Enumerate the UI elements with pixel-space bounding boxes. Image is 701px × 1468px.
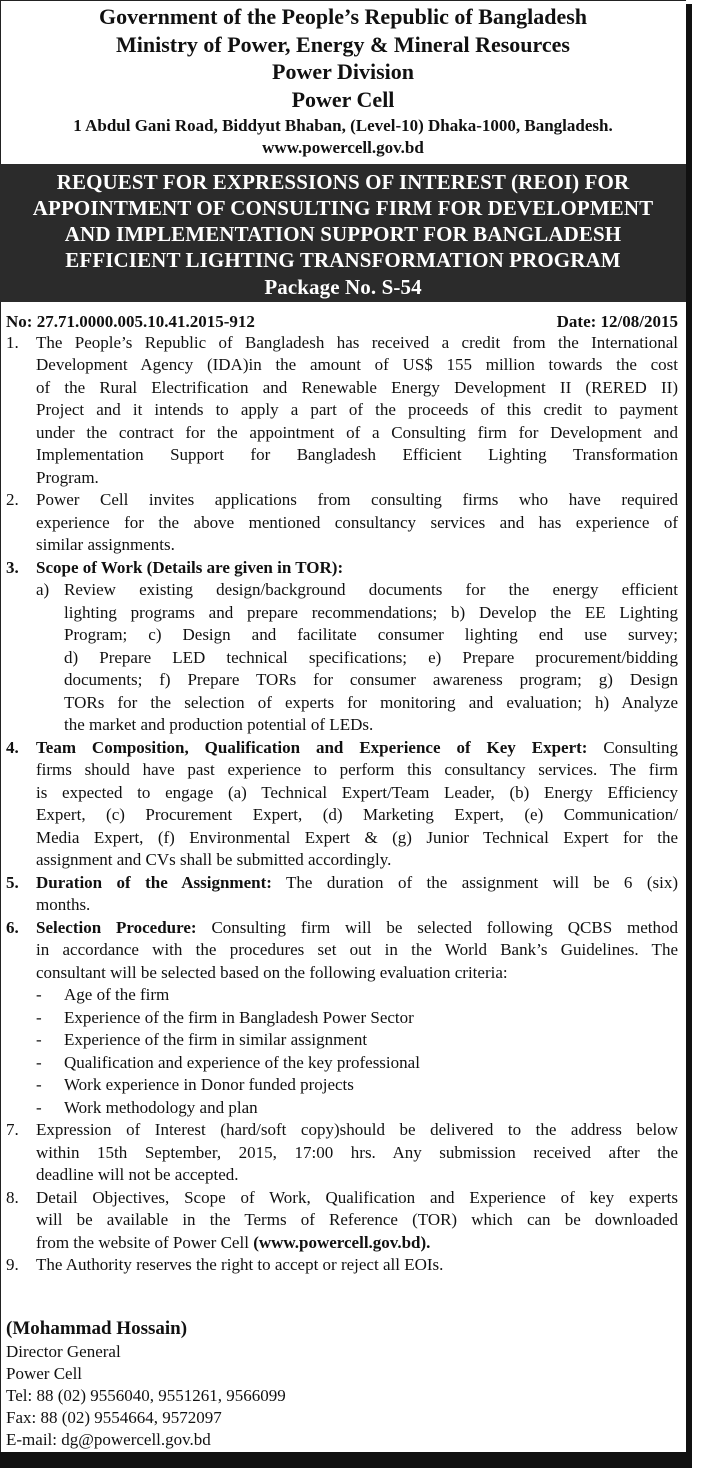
p1-line: Program.: [36, 468, 99, 487]
banner-line-2: APPOINTMENT OF CONSULTING FIRM FOR DEVELOPMENT: [32, 196, 654, 220]
header-power-cell: Power Cell: [291, 87, 395, 112]
p8-line: [36, 1233, 678, 1253]
ref-date: Date: 12/08/2015: [556, 312, 678, 331]
p5-line: months.: [36, 895, 91, 914]
item-number: 3.: [6, 558, 19, 577]
p4-title: Team Composition, Qualification and Experience of Key Expert:: [36, 738, 588, 757]
p3-line: d) Prepare LED technical specifications; e) Prepare procurement/bidding: [64, 648, 678, 667]
item-number: 7.: [6, 1120, 19, 1139]
signatory-title: Director General: [6, 1342, 121, 1361]
p1-line: Project and it intends to apply a part of the proceeds of this credit to payment: [36, 400, 678, 419]
p5-line-rest: The duration of the assignment will be 6 (six): [286, 873, 678, 892]
banner-package: Package No. S-54: [264, 275, 422, 299]
p4-line: [36, 738, 678, 758]
criteria-item: Qualification and experience of the key professional: [64, 1053, 420, 1072]
p4-line: firms should have past experience to perform this consultancy services. The firm: [36, 760, 678, 779]
p3-line: documents; f) Prepare TORs for consumer awareness program; g) Design: [64, 670, 678, 689]
p4-line: is expected to engage (a) Technical Expert/Team Leader, (b) Energy Efficiency: [36, 783, 678, 802]
p7-line: deadline will not be accepted.: [36, 1165, 239, 1184]
bullet-dash: -: [36, 1075, 42, 1094]
p6-line: [36, 918, 678, 938]
p2-line: similar assignments.: [36, 535, 175, 554]
p3-title: Scope of Work (Details are given in TOR):: [36, 558, 344, 577]
item-number: 9.: [6, 1255, 19, 1274]
p4-line: Media Expert, (f) Environmental Expert & (g) Junior Technical Expert for the: [36, 828, 678, 847]
criteria-item: Work methodology and plan: [64, 1098, 258, 1117]
frame-shadow-bottom: [0, 1452, 692, 1468]
p5-title: Duration of the Assignment:: [36, 873, 272, 892]
title-banner: [0, 164, 686, 302]
item-number: 6.: [6, 918, 19, 937]
p3-line: the market and production potential of LEDs.: [64, 715, 374, 734]
p6-title: Selection Procedure:: [36, 918, 197, 937]
frame-shadow-right: [686, 4, 692, 1468]
p3-line: lighting programs and prepare recommendations; b) Develop the EE Lighting: [64, 603, 678, 622]
bullet-dash: -: [36, 1053, 42, 1072]
contact-tel: Tel: 88 (02) 9556040, 9551261, 9566099: [6, 1386, 286, 1405]
p2-line: experience for the above mentioned consultancy services and has experience of: [36, 513, 678, 532]
p6-line: consultant will be selected based on the following evaluation criteria:: [36, 963, 508, 982]
p6-line-rest: Consulting firm will be selected following QCBS method: [211, 918, 679, 937]
signatory-name: (Mohammad Hossain): [6, 1318, 188, 1339]
criteria-item: Experience of the firm in similar assignment: [64, 1030, 368, 1049]
p4-line: Expert, (c) Procurement Expert, (d) Marketing Expert, (e) Communication/: [36, 805, 678, 824]
bullet-dash: -: [36, 985, 42, 1004]
p2-line: Power Cell invites applications from consulting firms who have required: [36, 490, 678, 509]
bullet-dash: -: [36, 1030, 42, 1049]
contact-email[interactable]: E-mail: dg@powercell.gov.bd: [6, 1430, 211, 1449]
p3-sub-label: a): [36, 580, 50, 599]
p5-line: [36, 873, 678, 893]
p6-line: in accordance with the procedures set out in the World Bank’s Guidelines. The: [36, 940, 678, 959]
p4-line-rest: Consulting: [603, 738, 678, 757]
p8-line: will be available in the Terms of Reference (TOR) which can be downloaded: [36, 1210, 678, 1229]
header-website: www.powercell.gov.bd: [262, 138, 424, 157]
banner-line-4: EFFICIENT LIGHTING TRANSFORMATION PROGRAM: [65, 248, 621, 272]
criteria-item: Experience of the firm in Bangladesh Power Sector: [64, 1008, 414, 1027]
criteria-item: Work experience in Donor funded projects: [64, 1075, 354, 1094]
item-number: 8.: [6, 1188, 19, 1207]
p7-line: within 15th September, 2015, 17:00 hrs. Any submission received after the: [36, 1143, 678, 1162]
header-address: 1 Abdul Gani Road, Biddyut Bhaban, (Level-10) Dhaka-1000, Bangladesh.: [73, 116, 613, 135]
bullet-dash: -: [36, 1008, 42, 1027]
header-ministry: Ministry of Power, Energy & Mineral Resources: [116, 32, 570, 57]
p1-line: of the Rural Electrification and Renewable Energy Development II (RERED II): [36, 378, 678, 397]
ref-row: [6, 311, 678, 333]
p7-line: Expression of Interest (hard/soft copy)should be delivered to the address below: [36, 1120, 678, 1139]
p4-line: assignment and CVs shall be submitted accordingly.: [36, 850, 392, 869]
p8-line: Detail Objectives, Scope of Work, Qualification and Experience of key experts: [36, 1188, 678, 1207]
item-number: 5.: [6, 873, 19, 892]
contact-fax: Fax: 88 (02) 9554664, 9572097: [6, 1408, 222, 1427]
p3-line: Review existing design/background documents for the energy efficient: [64, 580, 678, 599]
p9-line: The Authority reserves the right to accept or reject all EOIs.: [36, 1255, 444, 1274]
item-number: 1.: [6, 333, 19, 352]
header-division: Power Division: [272, 59, 414, 84]
p1-line: under the contract for the appointment of a Consulting firm for Development and: [36, 423, 678, 442]
p8-website-link[interactable]: (www.powercell.gov.bd).: [253, 1233, 431, 1252]
banner-line-3: AND IMPLEMENTATION SUPPORT FOR BANGLADESH: [64, 222, 622, 246]
p8-line-text: from the website of Power Cell: [36, 1233, 249, 1252]
criteria-item: Age of the firm: [64, 985, 170, 1004]
bullet-dash: -: [36, 1098, 42, 1117]
banner-line-1: REQUEST FOR EXPRESSIONS OF INTEREST (REOI) FOR: [56, 170, 630, 194]
signatory-office: Power Cell: [6, 1364, 83, 1383]
p1-line: Development Agency (IDA)in the amount of US$ 155 million towards the cost: [36, 355, 678, 374]
p1-line: Implementation Support for Bangladesh Efficient Lighting Transformation: [36, 445, 678, 464]
p3-line: Program; c) Design and facilitate consumer lighting end use survey;: [64, 625, 678, 644]
ref-number: No: 27.71.0000.005.10.41.2015-912: [6, 312, 255, 331]
p1-line: The People’s Republic of Bangladesh has received a credit from the International: [36, 333, 678, 352]
item-number: 4.: [6, 738, 19, 757]
header-government: Government of the People’s Republic of Bangladesh: [98, 4, 588, 29]
item-number: 2.: [6, 490, 19, 509]
p3-line: TORs for the selection of experts for monitoring and evaluation; h) Analyze: [64, 693, 678, 712]
